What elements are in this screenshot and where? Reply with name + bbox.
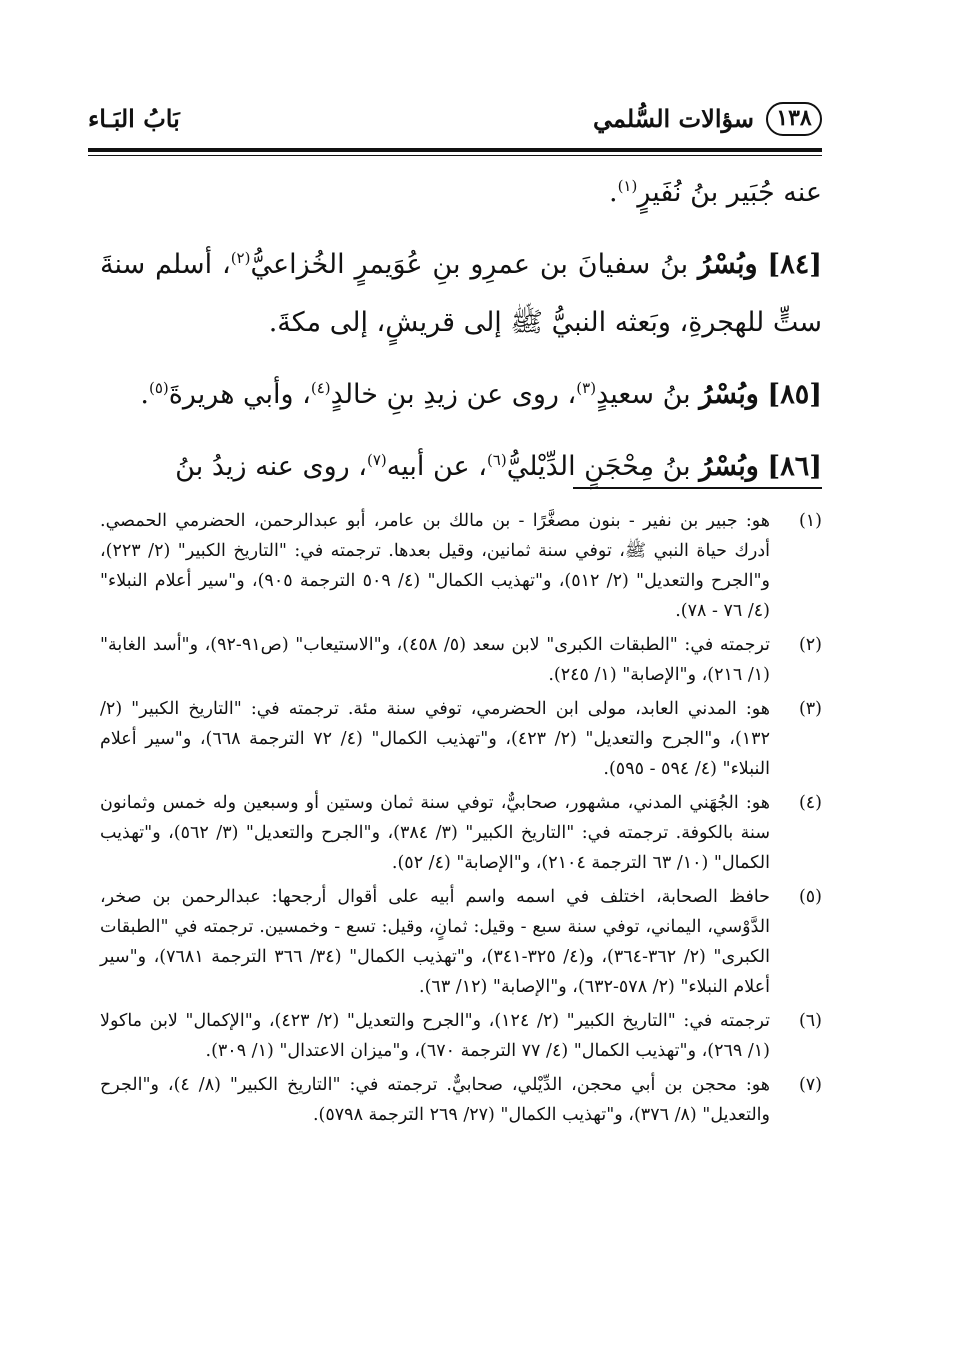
footnote-text: هو: محجن بن أبي محجن، الدِّيْلي، صحابيٌّ. ترجمته في: "التاريخ الكبير" (٨/ ٤)، و"الجرح والتعديل" (٨/ ٣٧٦)، و"تهذيب الكمال" (٢٧/ ٢٦٩ الترجمة ٥٧٩٨).: [100, 1075, 770, 1125]
page-number: ١٣٨: [766, 102, 822, 136]
entry-name: وبُسْرُ: [699, 451, 759, 482]
footnote-number: (٥): [798, 887, 822, 907]
footnote-number: (٦): [798, 1011, 822, 1031]
footnote-number: (٣): [798, 699, 822, 719]
footnote-ref: (٣): [576, 379, 597, 397]
entry-number: [٨٥]: [767, 379, 822, 410]
footnote: [100, 630, 822, 690]
entry-text: بنُ مِحْجَنٍ الدِّيْليُّ: [506, 451, 691, 482]
footnote-text: هو: المدني العابد، مولى ابن الحضرمي، توفي سنة مئة. ترجمته في: "التاريخ الكبير" (٢/ ١٣٢)، و"الجرح والتعديل" (٢/ ٤٢٣)، و"تهذيب الكمال" (٤/ ٧٢ الترجمة ٦٦٨)، و"سير أعلام النبلاء" (٤/ ٥٩٤ - ٥٩٥).: [100, 699, 770, 779]
footnotes: [100, 506, 822, 1134]
footnote: [100, 1070, 822, 1130]
chapter-title: بَابُ البَـاء: [88, 104, 180, 133]
footnote-ref: (٥): [148, 379, 169, 397]
footnote: [100, 694, 822, 784]
footnote-ref: (٧): [366, 451, 387, 469]
entry-text: ، عن أبيه: [386, 451, 487, 482]
entry-85: [100, 366, 822, 424]
entry-text: ، روى عنه زيدُ بنُ: [175, 451, 367, 482]
footnote-text: ترجمته في: "الطبقات الكبرى" لابن سعد (٥/ ٤٥٨)، و"الاستيعاب" (ص٩١-٩٢)، و"أسد الغابة" (١/ ٢١٦)، و"الإصابة" (١/ ٢٤٥).: [100, 635, 770, 685]
footnote-separator: [573, 487, 822, 489]
header-rule-thin: [88, 155, 822, 156]
entry-text: ، روى عن زيدِ بنِ خالدٍ: [330, 379, 577, 410]
entry-number: [٨٤]: [767, 249, 822, 280]
entry-text: بنُ سفيانَ بن عمرِو بنِ عُوَيمرٍ الخُزاعيُّ: [250, 249, 689, 280]
footnote-text: هو: جبير بن نفير - بنون مصغَّرًا - بن مالك بن عامر، أبو عبدالرحمن، الحضرمي الحمصي. أدرك حياة النبي ﷺ، توفي سنة ثمانين، وقيل بعدها. ترجمته في: "التاريخ الكبير" (٢/ ٢٢٣)، و"الجرح والتعديل" (٢/ ٥١٢)، و"تهذيب الكمال" (٤/ ٥٠٩ الترجمة ٩٠٥)، و"سير أعلام النبلاء" (٤/ ٧٦ - ٧٨).: [100, 511, 771, 621]
footnote-number: (١): [798, 511, 822, 531]
footnote: [100, 788, 822, 878]
entry-text: بنُ سعيدٍ: [596, 379, 691, 410]
continued-line: [100, 164, 822, 222]
continued-text: عنه جُبَير بنُ نُفَيرٍ: [637, 177, 822, 208]
main-text: [100, 164, 822, 496]
footnote-number: (٤): [798, 793, 822, 813]
entry-text: .: [140, 379, 149, 410]
footnote-text: حافظ الصحابة، اختلف في اسمه واسم أبيه على أقوال أرجحها: عبدالرحمن بن صخر، الدَّوْسي، اليماني، توفي سنة سبع - وقيل: ثمانٍ، وقيل: تسع - وخمسين. ترجمته في "الطبقات الكبرى" (٢/ ٣٦٢-٣٦٤)، و(٤/ ٣٢٥-٣٤١)، و"تهذيب الكمال" (٣٤/ ٣٦٦ الترجمة ٧٦٨١)، و"سير أعلام النبلاء" (٢/ ٥٧٨-٦٣٢)، و"الإصابة" (١٢/ ٦٣).: [100, 887, 770, 997]
footnote: [100, 882, 822, 1002]
entry-text: ، أسلم سنةَ ستٍّ للهجرةِ، وبَعثه النبيُّ ﷺ إلى قريشٍ، إلى مكةَ.: [100, 249, 822, 338]
footnote-ref: (٤): [310, 379, 331, 397]
page-header: [88, 100, 822, 144]
footnote-number: (٢): [798, 635, 822, 655]
entry-number: [٨٦]: [767, 451, 822, 482]
entry-name: وبُسْرُ: [699, 379, 759, 410]
book-title: سؤالات السُّلمي: [592, 104, 754, 133]
footnote-ref: (٦): [486, 451, 507, 469]
entry-name: وبُسْرُ: [698, 249, 758, 280]
entry-text: ، وأبي هريرةَ: [168, 379, 311, 410]
footnote-number: (٧): [798, 1075, 822, 1095]
footnote: [100, 1006, 822, 1066]
continued-end: .: [608, 177, 618, 208]
footnote: [100, 506, 822, 626]
footnote-ref: (١): [617, 177, 638, 195]
footnote-ref: (٢): [230, 249, 251, 267]
entry-84: [100, 236, 822, 352]
header-rule-thick: [88, 148, 822, 152]
footnote-text: هو: الجُهَني المدني، مشهور، صحابيٌّ، توفي سنة ثمان وستين أو وسبعين وله خمس وثمانون سنة بالكوفة. ترجمته في: "التاريخ الكبير" (٣/ ٣٨٤)، و"الجرح والتعديل" (٣/ ٥٦٢)، و"تهذيب الكمال" (١٠/ ٦٣ الترجمة ٢١٠٤)، و"الإصابة" (٤/ ٥٢).: [100, 793, 770, 873]
footnote-text: ترجمته في: "التاريخ الكبير" (٢/ ١٢٤)، و"الجرح والتعديل" (٢/ ٤٢٣)، و"الإكمال" لابن ماكولا (١/ ٢٦٩)، و"تهذيب الكمال" (٤/ ٧٧ الترجمة ٦٧٠)، و"ميزان الاعتدال" (١/ ٣٠٩).: [100, 1011, 770, 1061]
